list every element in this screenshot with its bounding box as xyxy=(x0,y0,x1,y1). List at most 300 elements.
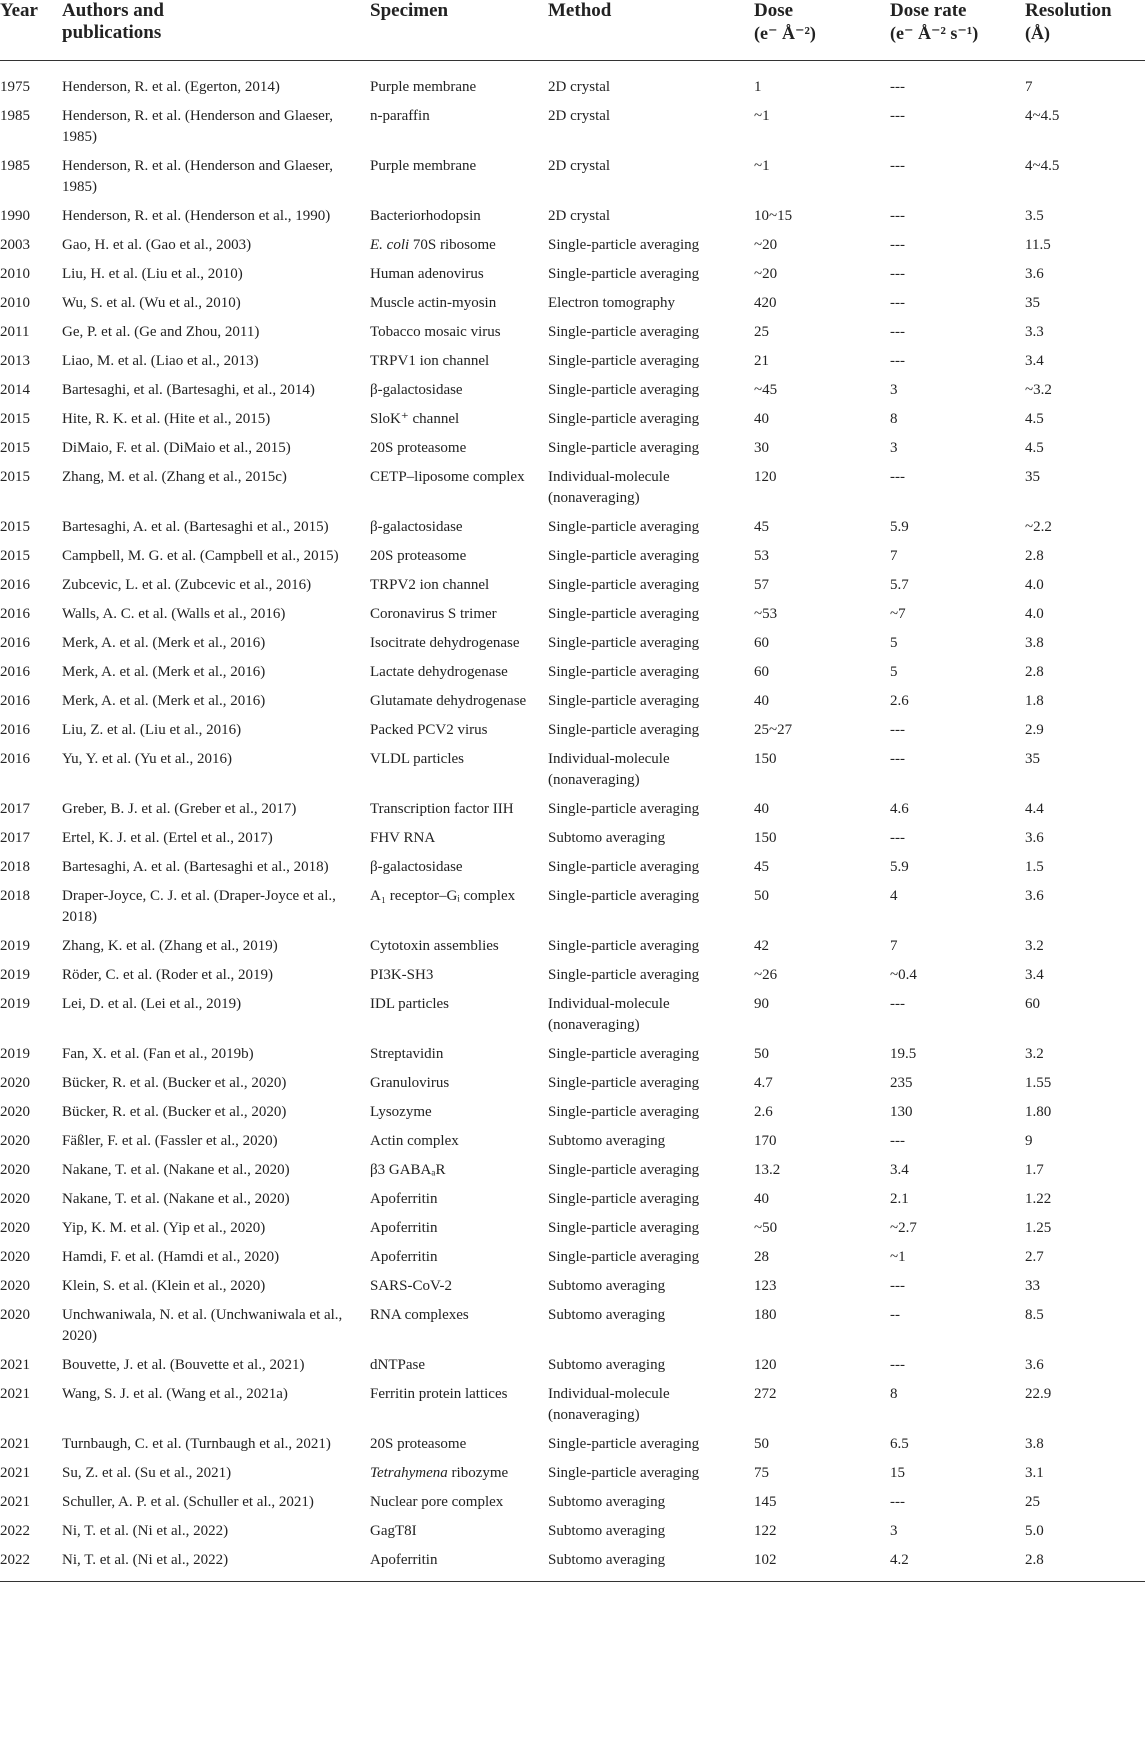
cell-method: Single-particle averaging xyxy=(548,265,700,282)
cell-method: Subtomo averaging xyxy=(548,1356,666,1373)
cell-authors: Yip, K. M. et al. (Yip et al., 2020) xyxy=(62,1219,266,1236)
cell-resolution: 3.6 xyxy=(1025,887,1044,904)
cell-authors: Fäßler, F. et al. (Fassler et al., 2020) xyxy=(62,1132,278,1149)
cell-authors: Merk, A. et al. (Merk et al., 2016) xyxy=(62,663,266,680)
cell-dose: 170 xyxy=(754,1132,777,1149)
cell-authors: Gao, H. et al. (Gao et al., 2003) xyxy=(62,236,252,253)
table-row xyxy=(0,1302,1145,1352)
cell-resolution: 4.0 xyxy=(1025,605,1044,622)
cell-specimen: dNTPase xyxy=(370,1356,425,1373)
cell-specimen: Apoferritin xyxy=(370,1219,438,1236)
cell-dose: 120 xyxy=(754,1356,777,1373)
table-row xyxy=(0,1460,1145,1489)
cell-dose: 45 xyxy=(754,518,769,535)
cell-specimen: TRPV2 ion channel xyxy=(370,576,490,593)
cell-authors: Fan, X. et al. (Fan et al., 2019b) xyxy=(62,1045,254,1062)
cell-specimen: Apoferritin xyxy=(370,1248,438,1265)
cell-method: Single-particle averaging xyxy=(548,800,700,817)
cell-resolution: 35 xyxy=(1025,750,1040,767)
table-row xyxy=(0,1489,1145,1518)
cell-method: Electron tomography xyxy=(548,294,676,311)
table-row xyxy=(0,1041,1145,1070)
cell-authors: Liu, Z. et al. (Liu et al., 2016) xyxy=(62,721,242,738)
cell-method: 2D crystal xyxy=(548,207,611,224)
cell-dose: 57 xyxy=(754,576,769,593)
cell-year: 2020 xyxy=(0,1190,30,1207)
table-row xyxy=(0,933,1145,962)
cell-year: 2020 xyxy=(0,1132,30,1149)
cell-dose-rate: --- xyxy=(890,294,905,311)
cell-resolution: 2.8 xyxy=(1025,663,1044,680)
cell-dose: 120 xyxy=(754,468,777,485)
cell-year: 2003 xyxy=(0,236,30,253)
cell-year: 2015 xyxy=(0,410,30,427)
cell-dose-rate: ~1 xyxy=(890,1248,906,1265)
cell-dose-rate: 3 xyxy=(890,439,898,456)
cell-dose: 2.6 xyxy=(754,1103,773,1120)
cell-method: Subtomo averaging xyxy=(548,1132,666,1149)
cell-year: 2019 xyxy=(0,937,30,954)
table-row xyxy=(0,261,1145,290)
table-row xyxy=(0,435,1145,464)
cell-year: 2022 xyxy=(0,1522,30,1539)
cell-resolution: 1.55 xyxy=(1025,1074,1052,1091)
cell-resolution: 1.5 xyxy=(1025,858,1044,875)
header-resolution: Resolution (Å) xyxy=(1021,0,1145,60)
cell-dose-rate: --- xyxy=(890,750,905,767)
cell-authors: Draper-Joyce, C. J. et al. (Draper-Joyce et al., 2018) xyxy=(62,887,336,925)
cell-year: 2019 xyxy=(0,966,30,983)
cell-dose: 25~27 xyxy=(754,721,793,738)
table-row xyxy=(0,854,1145,883)
cell-resolution: 11.5 xyxy=(1025,236,1051,253)
cell-dose-rate: --- xyxy=(890,1132,905,1149)
cell-authors: Ertel, K. J. et al. (Ertel et al., 2017) xyxy=(62,829,273,846)
cell-resolution: ~2.2 xyxy=(1025,518,1052,535)
cell-resolution: 35 xyxy=(1025,468,1040,485)
cell-dose: 53 xyxy=(754,547,769,564)
cell-dose: ~26 xyxy=(754,966,778,983)
cell-authors: Zhang, M. et al. (Zhang et al., 2015c) xyxy=(62,468,287,485)
cell-year: 2010 xyxy=(0,265,30,282)
cell-dose-rate: 2.6 xyxy=(890,692,909,709)
cell-year: 2021 xyxy=(0,1356,30,1373)
cell-resolution: 3.6 xyxy=(1025,265,1044,282)
cell-method: Subtomo averaging xyxy=(548,829,666,846)
cell-resolution: 3.6 xyxy=(1025,829,1044,846)
cell-specimen: RNA complexes xyxy=(370,1306,469,1323)
cell-resolution: 8.5 xyxy=(1025,1306,1044,1323)
cell-method: Single-particle averaging xyxy=(548,1045,700,1062)
cell-authors: Merk, A. et al. (Merk et al., 2016) xyxy=(62,634,266,651)
cell-authors: Bücker, R. et al. (Bucker et al., 2020) xyxy=(62,1103,287,1120)
cell-authors: Lei, D. et al. (Lei et al., 2019) xyxy=(62,995,242,1012)
cell-dose-rate: --- xyxy=(890,157,905,174)
cell-specimen: β-galactosidase xyxy=(370,518,463,535)
table-row xyxy=(0,746,1145,796)
cell-specimen: A₁ receptor–Gᵢ complex xyxy=(370,887,516,904)
cell-dose: 10~15 xyxy=(754,207,793,224)
cell-dose: 420 xyxy=(754,294,777,311)
cell-specimen: Actin complex xyxy=(370,1132,459,1149)
cell-specimen: 20S proteasome xyxy=(370,439,467,456)
cell-specimen: GagT8I xyxy=(370,1522,417,1539)
cell-year: 2020 xyxy=(0,1248,30,1265)
cell-specimen: Muscle actin-myosin xyxy=(370,294,497,311)
cell-method: Single-particle averaging xyxy=(548,547,700,564)
cell-specimen: E. coli 70S ribosome xyxy=(370,236,496,253)
cell-resolution: 3.2 xyxy=(1025,1045,1044,1062)
cell-method: Subtomo averaging xyxy=(548,1522,666,1539)
cell-dose-rate: 5 xyxy=(890,634,898,651)
cell-dose-rate: 8 xyxy=(890,1385,898,1402)
cell-resolution: 7 xyxy=(1025,78,1033,95)
cell-authors: Bartesaghi, A. et al. (Bartesaghi et al., 2018) xyxy=(62,858,329,875)
cell-dose-rate: 7 xyxy=(890,937,898,954)
cell-year: 2017 xyxy=(0,800,30,817)
cell-specimen: IDL particles xyxy=(370,995,449,1012)
cell-dose-rate: --- xyxy=(890,236,905,253)
header-authors: Authors and publications xyxy=(60,0,366,60)
cell-method: Subtomo averaging xyxy=(544,1547,750,1582)
cell-year: 2020 xyxy=(0,1219,30,1236)
table-row xyxy=(0,1215,1145,1244)
cell-specimen: Glutamate dehydrogenase xyxy=(370,692,527,709)
cell-resolution: 3.6 xyxy=(1025,1356,1044,1373)
cell-year: 2022 xyxy=(0,1547,60,1582)
cell-specimen: Packed PCV2 virus xyxy=(370,721,488,738)
cell-resolution: 2.7 xyxy=(1025,1248,1044,1265)
cell-dose-rate: --- xyxy=(890,107,905,124)
cell-method: Single-particle averaging xyxy=(548,692,700,709)
cell-authors: Hite, R. K. et al. (Hite et al., 2015) xyxy=(62,410,271,427)
cell-dose: 75 xyxy=(754,1464,769,1481)
cell-dose-rate: 7 xyxy=(890,547,898,564)
cell-dose: 13.2 xyxy=(754,1161,781,1178)
cell-authors: Bartesaghi, et al. (Bartesaghi, et al., 2014) xyxy=(62,381,315,398)
cell-method: Single-particle averaging xyxy=(548,1161,700,1178)
cell-specimen: Cytotoxin assemblies xyxy=(370,937,499,954)
table-row xyxy=(0,60,1145,103)
cell-specimen: TRPV1 ion channel xyxy=(370,352,490,369)
table-row xyxy=(0,962,1145,991)
cell-resolution: 4.5 xyxy=(1025,410,1044,427)
cell-authors: Ni, T. et al. (Ni et al., 2022) xyxy=(60,1547,366,1582)
table-row xyxy=(0,601,1145,630)
header-year: Year xyxy=(0,0,60,60)
cell-dose-rate: 130 xyxy=(890,1103,913,1120)
cell-authors: Nakane, T. et al. (Nakane et al., 2020) xyxy=(62,1190,290,1207)
table-row xyxy=(0,1128,1145,1157)
cell-dose-rate: --- xyxy=(890,468,905,485)
cell-authors: Su, Z. et al. (Su et al., 2021) xyxy=(62,1464,232,1481)
cell-resolution: 60 xyxy=(1025,995,1040,1012)
cell-dose: 21 xyxy=(754,352,769,369)
cell-method: Single-particle averaging xyxy=(548,605,700,622)
cell-method: Single-particle averaging xyxy=(548,576,700,593)
cell-dose: 40 xyxy=(754,410,769,427)
cell-resolution: 9 xyxy=(1025,1132,1033,1149)
cell-specimen: VLDL particles xyxy=(370,750,464,767)
cell-resolution: 4.5 xyxy=(1025,439,1044,456)
cell-dose: 122 xyxy=(754,1522,777,1539)
cell-specimen: Tobacco mosaic virus xyxy=(370,323,501,340)
cell-method: Single-particle averaging xyxy=(548,518,700,535)
table-row xyxy=(0,103,1145,153)
cell-authors: Unchwaniwala, N. et al. (Unchwaniwala et al., 2020) xyxy=(62,1306,343,1344)
table-row xyxy=(0,1381,1145,1431)
cell-authors: Bartesaghi, A. et al. (Bartesaghi et al., 2015) xyxy=(62,518,329,535)
cell-method: Single-particle averaging xyxy=(548,1103,700,1120)
table-row xyxy=(0,1070,1145,1099)
cell-year: 2019 xyxy=(0,1045,30,1062)
cell-authors: Wu, S. et al. (Wu et al., 2010) xyxy=(62,294,241,311)
cell-dose-rate: 5.7 xyxy=(890,576,909,593)
cell-method: Single-particle averaging xyxy=(548,663,700,680)
cell-year: 2015 xyxy=(0,518,30,535)
table-row xyxy=(0,1518,1145,1547)
cell-year: 2011 xyxy=(0,323,30,340)
table-body xyxy=(0,60,1145,1581)
cell-dose: ~1 xyxy=(754,107,770,124)
cell-dose: 50 xyxy=(754,1045,769,1062)
cell-authors: Campbell, M. G. et al. (Campbell et al., 2015) xyxy=(62,547,339,564)
cell-dose-rate: 3.4 xyxy=(890,1161,909,1178)
cell-year: 1985 xyxy=(0,107,30,124)
cell-dose: 40 xyxy=(754,692,769,709)
cell-resolution: 1.80 xyxy=(1025,1103,1052,1120)
cell-resolution: 3.5 xyxy=(1025,207,1044,224)
cell-resolution: 3.8 xyxy=(1025,1435,1044,1452)
cell-authors: Henderson, R. et al. (Egerton, 2014) xyxy=(62,78,280,95)
cell-dose: 28 xyxy=(754,1248,769,1265)
cell-method: Single-particle averaging xyxy=(548,1248,700,1265)
cell-specimen: SARS-CoV-2 xyxy=(370,1277,452,1294)
cell-specimen: n-paraffin xyxy=(370,107,430,124)
cell-method: Subtomo averaging xyxy=(548,1493,666,1510)
cell-authors: Liu, H. et al. (Liu et al., 2010) xyxy=(62,265,243,282)
cell-specimen: Tetrahymena ribozyme xyxy=(370,1464,509,1481)
cell-method: Single-particle averaging xyxy=(548,858,700,875)
header-specimen: Specimen xyxy=(366,0,544,60)
cell-specimen: β-galactosidase xyxy=(370,381,463,398)
cell-resolution: 3.1 xyxy=(1025,1464,1044,1481)
table-row xyxy=(0,1431,1145,1460)
cell-specimen: FHV RNA xyxy=(370,829,436,846)
cell-year: 2016 xyxy=(0,750,30,767)
cell-resolution: 35 xyxy=(1025,294,1040,311)
cell-dose: ~45 xyxy=(754,381,778,398)
cell-specimen: Apoferritin xyxy=(366,1547,544,1582)
cell-dose: ~20 xyxy=(754,265,778,282)
cell-authors: Greber, B. J. et al. (Greber et al., 2017) xyxy=(62,800,297,817)
table-row xyxy=(0,348,1145,377)
cell-resolution: 3.3 xyxy=(1025,323,1044,340)
cell-specimen: Transcription factor IIH xyxy=(370,800,514,817)
cell-authors: Henderson, R. et al. (Henderson and Glaeser, 1985) xyxy=(62,157,333,195)
cell-dose: 180 xyxy=(754,1306,777,1323)
cell-specimen: β3 GABAₐR xyxy=(370,1161,446,1178)
cell-dose: 45 xyxy=(754,858,769,875)
cell-authors: Henderson, R. et al. (Henderson et al., 1990) xyxy=(62,207,331,224)
cell-authors: Henderson, R. et al. (Henderson and Glaeser, 1985) xyxy=(62,107,333,145)
cell-method: Individual-molecule (nonaveraging) xyxy=(548,750,670,788)
cell-year: 2010 xyxy=(0,294,30,311)
cell-dose-rate: 15 xyxy=(890,1464,905,1481)
table-header xyxy=(0,0,1145,60)
cell-authors: Nakane, T. et al. (Nakane et al., 2020) xyxy=(62,1161,290,1178)
cell-authors: Schuller, A. P. et al. (Schuller et al., 2021) xyxy=(62,1493,314,1510)
cell-method: Single-particle averaging xyxy=(548,966,700,983)
cell-authors: Klein, S. et al. (Klein et al., 2020) xyxy=(62,1277,266,1294)
cell-specimen: Granulovirus xyxy=(370,1074,450,1091)
cell-dose-rate: 19.5 xyxy=(890,1045,917,1062)
cell-year: 2020 xyxy=(0,1103,30,1120)
cell-dose: 90 xyxy=(754,995,769,1012)
cell-year: 2015 xyxy=(0,439,30,456)
cell-authors: Hamdi, F. et al. (Hamdi et al., 2020) xyxy=(62,1248,280,1265)
cell-year: 2021 xyxy=(0,1464,30,1481)
table-row xyxy=(0,825,1145,854)
cell-authors: Zubcevic, L. et al. (Zubcevic et al., 2016) xyxy=(62,576,312,593)
cell-year: 2016 xyxy=(0,721,30,738)
cell-dose-rate: 5.9 xyxy=(890,858,909,875)
cell-method: Single-particle averaging xyxy=(548,410,700,427)
table-row xyxy=(0,1244,1145,1273)
cell-resolution: 3.4 xyxy=(1025,966,1044,983)
header-dose: Dose (e⁻ Å⁻²) xyxy=(750,0,886,60)
cell-authors: Bouvette, J. et al. (Bouvette et al., 2021) xyxy=(62,1356,305,1373)
cell-method: Individual-molecule (nonaveraging) xyxy=(548,995,670,1033)
cell-dose-rate: --- xyxy=(890,1493,905,1510)
table-row xyxy=(0,572,1145,601)
cell-year: 2019 xyxy=(0,995,30,1012)
cell-year: 1985 xyxy=(0,157,30,174)
cell-resolution: 2.8 xyxy=(1025,547,1044,564)
cell-dose: ~53 xyxy=(754,605,778,622)
table-row xyxy=(0,796,1145,825)
cell-dose: 150 xyxy=(754,829,777,846)
cell-year: 2020 xyxy=(0,1306,30,1323)
cell-dose: 150 xyxy=(754,750,777,767)
cell-dose-rate: --- xyxy=(890,207,905,224)
cell-method: Individual-molecule (nonaveraging) xyxy=(548,1385,670,1423)
cell-method: Single-particle averaging xyxy=(548,634,700,651)
cell-dose-rate: 4 xyxy=(890,887,898,904)
cell-dose-rate: ~0.4 xyxy=(890,966,917,983)
cell-method: Single-particle averaging xyxy=(548,352,700,369)
cell-dose-rate: 3 xyxy=(890,381,898,398)
cell-dose: 42 xyxy=(754,937,769,954)
table-row xyxy=(0,377,1145,406)
table-row xyxy=(0,717,1145,746)
cell-specimen: Isocitrate dehydrogenase xyxy=(370,634,520,651)
cell-method: Single-particle averaging xyxy=(548,1435,700,1452)
cell-specimen: Ferritin protein lattices xyxy=(370,1385,508,1402)
cell-dose: ~50 xyxy=(754,1219,778,1236)
header-row xyxy=(0,0,1145,60)
cell-dose: ~20 xyxy=(754,236,778,253)
cell-specimen: β-galactosidase xyxy=(370,858,463,875)
table-row xyxy=(0,464,1145,514)
cell-specimen: Purple membrane xyxy=(370,157,477,174)
cell-specimen: PI3K-SH3 xyxy=(370,966,434,983)
cell-authors: Yu, Y. et al. (Yu et al., 2016) xyxy=(62,750,232,767)
table-row xyxy=(0,630,1145,659)
cell-specimen: SloK⁺ channel xyxy=(370,410,460,427)
table-row xyxy=(0,232,1145,261)
table-row xyxy=(0,1547,1145,1582)
cell-dose-rate: -- xyxy=(890,1306,900,1323)
cell-dose: 25 xyxy=(754,323,769,340)
cell-dose-rate: --- xyxy=(890,265,905,282)
cell-method: Individual-molecule (nonaveraging) xyxy=(548,468,670,506)
cell-dose-rate: --- xyxy=(890,721,905,738)
cell-year: 2020 xyxy=(0,1161,30,1178)
cell-dose-rate: ~7 xyxy=(890,605,906,622)
cell-year: 2015 xyxy=(0,547,30,564)
cell-resolution: 3.2 xyxy=(1025,937,1044,954)
cell-method: Single-particle averaging xyxy=(548,1464,700,1481)
cell-resolution: 33 xyxy=(1025,1277,1040,1294)
cell-dose: ~1 xyxy=(754,157,770,174)
cell-method: 2D crystal xyxy=(548,78,611,95)
table-row xyxy=(0,319,1145,348)
cell-resolution: 1.22 xyxy=(1025,1190,1052,1207)
cell-year: 2014 xyxy=(0,381,30,398)
cell-year: 2020 xyxy=(0,1074,30,1091)
cell-dose-rate: --- xyxy=(890,995,905,1012)
cell-dose-rate: --- xyxy=(890,78,905,95)
table-row xyxy=(0,883,1145,933)
cell-dose-rate: 5.9 xyxy=(890,518,909,535)
cell-resolution: 1.7 xyxy=(1025,1161,1044,1178)
cell-authors: Walls, A. C. et al. (Walls et al., 2016) xyxy=(62,605,286,622)
table-row xyxy=(0,1186,1145,1215)
cell-resolution: 2.8 xyxy=(1021,1547,1145,1582)
cell-dose: 30 xyxy=(754,439,769,456)
cell-dose-rate: 8 xyxy=(890,410,898,427)
header-dose-rate: Dose rate (e⁻ Å⁻² s⁻¹) xyxy=(886,0,1021,60)
cell-year: 2016 xyxy=(0,692,30,709)
cell-specimen: Human adenovirus xyxy=(370,265,484,282)
cell-specimen: Lysozyme xyxy=(370,1103,432,1120)
cell-method: Single-particle averaging xyxy=(548,887,700,904)
cell-year: 1975 xyxy=(0,78,30,95)
cell-dose-rate: ~2.7 xyxy=(890,1219,917,1236)
cell-authors: Turnbaugh, C. et al. (Turnbaugh et al., 2021) xyxy=(62,1435,331,1452)
cell-method: Single-particle averaging xyxy=(548,236,700,253)
cell-specimen: 20S proteasome xyxy=(370,547,467,564)
table-row xyxy=(0,543,1145,572)
cell-dose-rate: 4.6 xyxy=(890,800,909,817)
cell-authors: Zhang, K. et al. (Zhang et al., 2019) xyxy=(62,937,278,954)
cell-dose-rate: --- xyxy=(890,323,905,340)
cell-method: Single-particle averaging xyxy=(548,1190,700,1207)
cell-resolution: 25 xyxy=(1025,1493,1040,1510)
cell-dose: 272 xyxy=(754,1385,777,1402)
cell-specimen: CETP–liposome complex xyxy=(370,468,525,485)
table-row xyxy=(0,406,1145,435)
cell-dose-rate: 4.2 xyxy=(886,1547,1021,1582)
cell-dose: 50 xyxy=(754,1435,769,1452)
table-row xyxy=(0,1099,1145,1128)
cell-dose-rate: --- xyxy=(890,1356,905,1373)
table-row xyxy=(0,203,1145,232)
cell-specimen: Nuclear pore complex xyxy=(370,1493,504,1510)
cell-year: 2017 xyxy=(0,829,30,846)
cell-method: 2D crystal xyxy=(548,157,611,174)
